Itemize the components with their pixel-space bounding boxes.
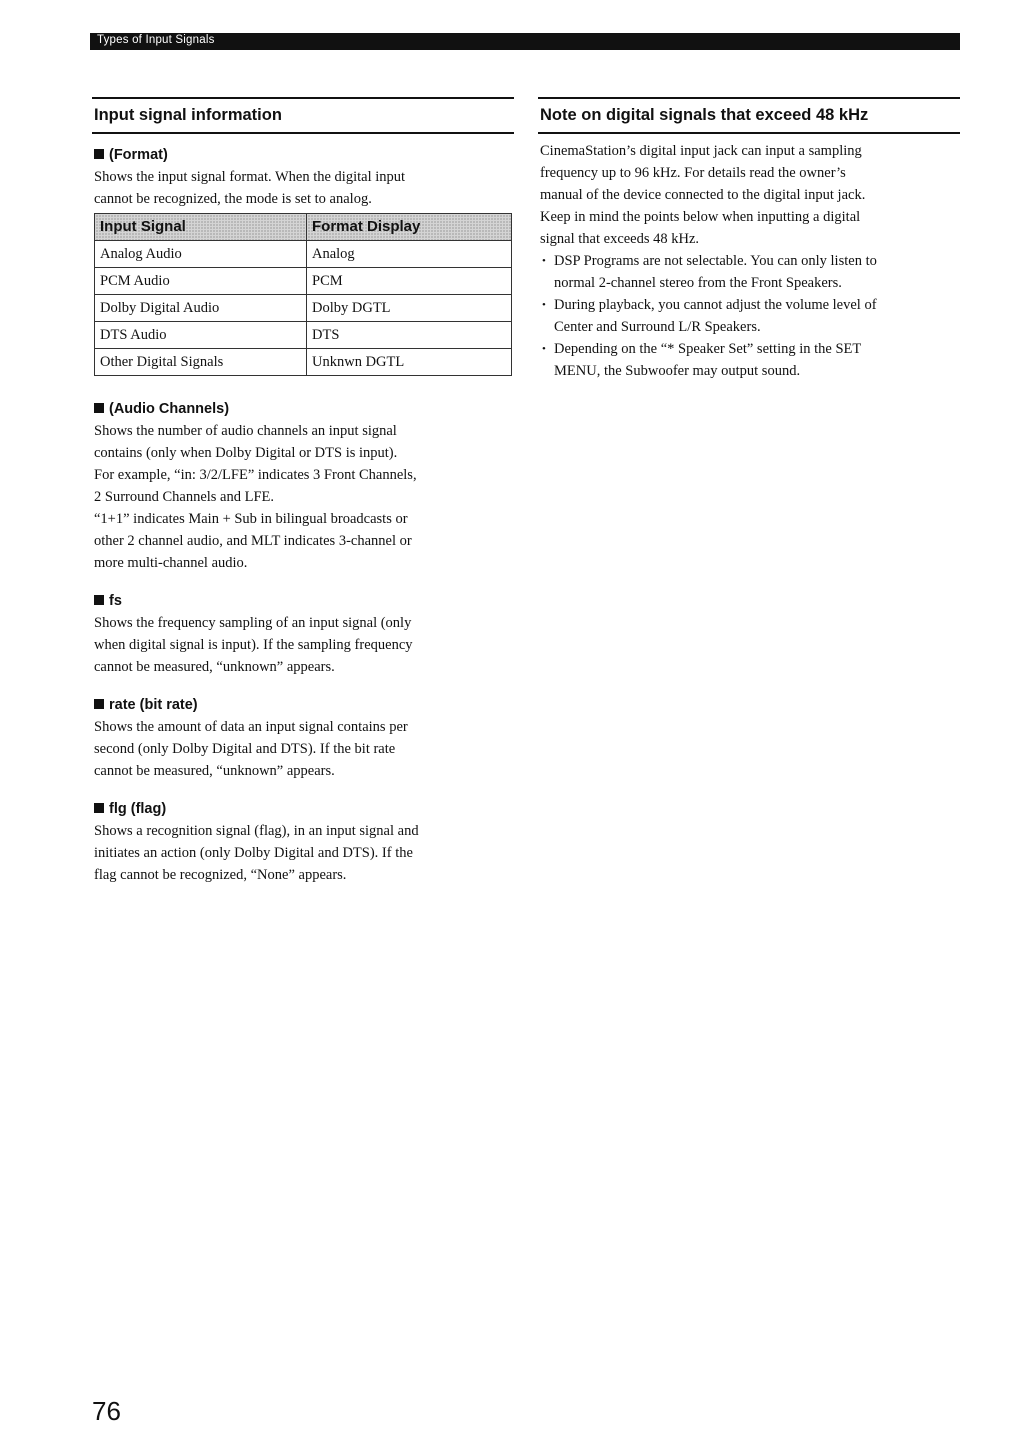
table-cell: Other Digital Signals: [95, 349, 307, 376]
audio-channels-heading: (Audio Channels): [94, 400, 514, 419]
square-bullet-icon: [94, 595, 104, 605]
rate-section: [92, 696, 514, 782]
table-cell: DTS Audio: [95, 322, 307, 349]
fs-heading: fs: [94, 592, 514, 611]
table-cell: PCM Audio: [95, 268, 307, 295]
audio-channels-section: [92, 400, 514, 574]
table-cell: Analog: [307, 241, 512, 268]
square-bullet-icon: [94, 149, 104, 159]
table-row: [95, 268, 512, 295]
header-input-signal: Input Signal: [95, 214, 307, 241]
table-cell: DTS: [307, 322, 512, 349]
header-format-display: Format Display: [307, 214, 512, 241]
square-bullet-icon: [94, 699, 104, 709]
rate-text: Shows the amount of data an input signal contains per second (only Dolby Digital and DTS). If the bit rate cannot be measured, “unknown” appears.: [94, 719, 408, 779]
notes-list: [540, 250, 960, 382]
section-header-bar: [90, 33, 960, 50]
left-column: [92, 97, 514, 904]
list-item: • DSP Programs are not selectable. You can only listen to normal 2-channel stereo from the Front Speakers.: [540, 250, 960, 294]
table-header-row: [95, 214, 512, 241]
table-cell: Analog Audio: [95, 241, 307, 268]
table-cell: PCM: [307, 268, 512, 295]
list-item: • During playback, you cannot adjust the volume level of Center and Surround L/R Speakers.: [540, 294, 960, 338]
square-bullet-icon: [94, 803, 104, 813]
format-section: [92, 146, 514, 376]
input-signal-info-title: Input signal information: [92, 97, 514, 134]
audio-channels-text: Shows the number of audio channels an input signal contains (only when Dolby Digital or DTS is input). For example, “in: 3/2/LFE” indicates 3 Front Channels, 2 Surround Channels and LFE. “1+1” indicates Main + Sub in bilingual broadcasts or other 2 channel audio, and MLT indicates 3-channel or more multi-channel audio.: [94, 423, 417, 571]
table-cell: Dolby DGTL: [307, 295, 512, 322]
flag-text: Shows a recognition signal (flag), in an input signal and initiates an action (only Dolby Digital and DTS). If the flag cannot be recognized, “None” appears.: [94, 823, 419, 883]
flag-section: [92, 800, 514, 886]
section-label: Types of Input Signals: [97, 34, 215, 46]
digital-signals-note-title: Note on digital signals that exceed 48 kHz: [538, 97, 960, 134]
table-row: [95, 295, 512, 322]
fs-text: Shows the frequency sampling of an input signal (only when digital signal is input). If the sampling frequency cannot be measured, “unknown” appears.: [94, 615, 413, 675]
digital-signals-text: CinemaStation’s digital input jack can input a sampling frequency up to 96 kHz. For details read the owner’s manual of the device connected to the digital input jack. Keep in mind the points below when inputting a digital signal that exceeds 48 kHz.: [540, 143, 866, 247]
format-text: Shows the input signal format. When the digital input cannot be recognized, the mode is set to analog.: [94, 169, 406, 207]
table-row: [95, 322, 512, 349]
table-row: [95, 349, 512, 376]
square-bullet-icon: [94, 403, 104, 413]
table-cell: Dolby Digital Audio: [95, 295, 307, 322]
fs-section: [92, 592, 514, 678]
table-row: [95, 241, 512, 268]
list-item: • Depending on the “* Speaker Set” setting in the SET MENU, the Subwoofer may output sound.: [540, 338, 960, 382]
flag-heading: flg (flag): [94, 800, 514, 819]
rate-heading: rate (bit rate): [94, 696, 514, 715]
format-table: [94, 213, 512, 376]
format-heading: (Format): [94, 146, 514, 165]
table-cell: Unknwn DGTL: [307, 349, 512, 376]
page-number: 76: [92, 1396, 121, 1426]
right-column: [538, 97, 960, 382]
